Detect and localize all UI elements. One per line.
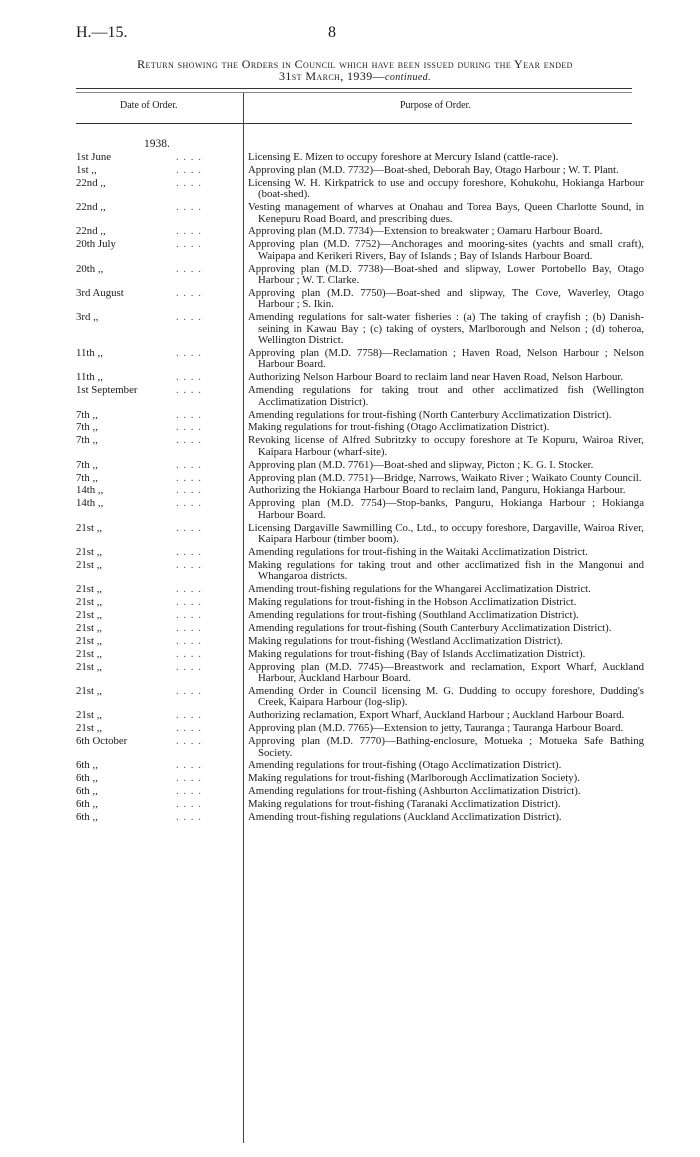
order-date: 21st ,,	[76, 621, 103, 634]
table-row	[76, 238, 644, 262]
leader-dots: . . . .	[176, 647, 202, 660]
order-purpose: Amending trout-fishing regulations for the Whangarei Acclimatization District.	[248, 583, 591, 596]
table-row	[76, 636, 636, 647]
order-date: 22nd ,,	[76, 201, 106, 214]
column-header-purpose: Purpose of Order.	[400, 100, 471, 111]
table-row	[76, 152, 636, 163]
leader-dots: . . . .	[176, 660, 202, 673]
leader-dots: . . . .	[176, 421, 202, 434]
leader-dots: . . . .	[176, 262, 202, 275]
order-date: 1st ,,	[76, 163, 97, 176]
order-date: 21st ,,	[76, 634, 103, 647]
order-purpose: Approving plan (M.D. 7750)—Boat-shed and slipway, The Cove, Waverley, Otago Harbour ; S. Ikin.	[248, 286, 644, 311]
table-row	[76, 262, 644, 287]
order-purpose: Revoking license of Alfred Subritzky to occupy foreshore at Te Kopuru, Wairoa River, Kaipara Harbour (wharf-site).	[248, 434, 644, 458]
page-number: 8	[328, 24, 336, 41]
page-header	[76, 24, 640, 46]
order-purpose: Authorizing Nelson Harbour Board to reclaim land near Haven Road, Nelson Harbour.	[248, 371, 624, 384]
title-line-1: Return showing the Orders in Council which have been issued during the Year ended	[137, 57, 573, 71]
table-row	[76, 497, 644, 521]
table-row	[76, 201, 644, 225]
order-date: 1st June	[76, 151, 112, 163]
order-purpose: Licensing W. H. Kirkpatrick to use and occupy foreshore, Kohukohu, Hokianga Harbour (boat-shed).	[248, 176, 644, 201]
order-date: 11th ,,	[76, 347, 103, 359]
leader-dots: . . . .	[176, 521, 202, 534]
order-date: 7th ,,	[76, 421, 98, 434]
leader-dots: . . . .	[176, 811, 202, 824]
order-date: 1st September	[76, 384, 138, 397]
leader-dots: . . . .	[176, 471, 202, 484]
top-rule	[76, 88, 632, 89]
order-date: 14th ,,	[76, 497, 104, 510]
order-date: 21st ,,	[76, 709, 103, 722]
order-date: 20th ,,	[76, 262, 104, 275]
leader-dots: . . . .	[176, 684, 202, 697]
leader-dots: . . . .	[176, 621, 202, 634]
order-date: 7th ,,	[76, 434, 98, 447]
leader-dots: . . . .	[176, 546, 202, 558]
order-purpose: Licensing Dargaville Sawmilling Co., Ltd., to occupy foreshore, Dargaville, Wairoa River, Kaipara Harbour (timber boom).	[248, 521, 644, 546]
order-purpose: Approving plan (M.D. 7738)—Boat-shed and slipway, Lower Portobello Bay, Otago Harbour ; W. T. Clarke.	[248, 262, 644, 287]
document-code: H.—15.	[76, 24, 128, 41]
order-date: 22nd ,,	[76, 176, 106, 189]
order-purpose: Approving plan (M.D. 7761)—Boat-shed and slipway, Picton ; K. G. I. Stocker.	[248, 458, 594, 471]
order-date: 7th ,,	[76, 458, 98, 471]
leader-dots: . . . .	[176, 722, 202, 735]
leader-dots: . . . .	[176, 384, 202, 397]
order-purpose: Authorizing reclamation, Export Wharf, Auckland Harbour ; Auckland Harbour Board.	[248, 709, 625, 722]
order-purpose: Approving plan (M.D. 7732)—Boat-shed, Deborah Bay, Otago Harbour ; W. T. Plant.	[248, 163, 619, 176]
order-purpose: Amending regulations for taking trout and other acclimatized fish (Wellington Acclimatization District).	[248, 384, 644, 408]
order-purpose: Approving plan (M.D. 7758)—Reclamation ; Haven Road, Nelson Harbour ; Nelson Harbour Board.	[248, 347, 644, 371]
table-row	[76, 286, 644, 311]
title-line-2	[60, 70, 650, 84]
leader-dots: . . . .	[176, 151, 202, 163]
table-row	[76, 176, 644, 201]
order-date: 7th ,,	[76, 471, 98, 484]
table-row	[76, 434, 644, 458]
order-purpose: Making regulations for trout-fishing (Westland Acclimatization District).	[248, 634, 563, 647]
leader-dots: . . . .	[176, 735, 202, 748]
leader-dots: . . . .	[176, 458, 202, 471]
order-purpose: Amending regulations for salt-water fisheries : (a) The taking of crayfish ; (b) Danish-seining in Kawau Bay ; (c) taking of oysters, Marlborough and Nelson ; (d) toheroa, Wellington District.	[248, 311, 644, 347]
table-row	[76, 460, 636, 471]
leader-dots: . . . .	[176, 583, 202, 596]
leader-dots: . . . .	[176, 408, 202, 421]
leader-dots: . . . .	[176, 709, 202, 722]
table-title	[60, 58, 650, 84]
header-rule	[76, 123, 632, 124]
order-date: 21st ,,	[76, 546, 103, 558]
table-row	[76, 422, 636, 433]
orders-table	[76, 151, 644, 825]
top-rule-double	[76, 92, 632, 93]
order-date: 3rd August	[76, 286, 124, 299]
order-date: 21st ,,	[76, 722, 103, 735]
leader-dots: . . . .	[176, 785, 202, 798]
table-row	[76, 165, 636, 176]
table-row	[76, 311, 644, 347]
table-row	[76, 226, 636, 237]
table-row	[76, 649, 636, 660]
table-row	[76, 471, 642, 484]
table-row	[76, 786, 636, 797]
table-row	[76, 347, 644, 371]
leader-dots: . . . .	[176, 286, 202, 299]
table-row	[76, 610, 636, 621]
leader-dots: . . . .	[176, 311, 202, 324]
order-date: 21st ,,	[76, 521, 103, 534]
order-purpose: Making regulations for trout-fishing (Marlborough Acclimatization Society).	[248, 772, 580, 785]
leader-dots: . . . .	[176, 371, 202, 384]
order-date: 21st ,,	[76, 609, 103, 622]
order-date: 21st ,,	[76, 647, 103, 660]
leader-dots: . . . .	[176, 634, 202, 647]
order-purpose: Approving plan (M.D. 7734)—Extension to breakwater ; Oamaru Harbour Board.	[248, 225, 603, 238]
leader-dots: . . . .	[176, 484, 202, 497]
leader-dots: . . . .	[176, 163, 202, 176]
table-row	[76, 597, 636, 608]
leader-dots: . . . .	[176, 201, 202, 214]
order-date: 21st ,,	[76, 558, 103, 571]
order-purpose: Amending regulations for trout-fishing (Ashburton Acclimatization District).	[248, 785, 581, 798]
title-continued: continued.	[385, 72, 431, 83]
order-date: 21st ,,	[76, 583, 103, 596]
order-date: 6th ,,	[76, 798, 98, 811]
table-row	[76, 710, 636, 721]
order-date: 6th ,,	[76, 772, 98, 785]
order-purpose: Amending Order in Council licensing M. G. Dudding to occupy foreshore, Dudding's Creek, Kaipara Harbour (log-slip).	[248, 684, 644, 709]
leader-dots: . . . .	[176, 558, 202, 571]
order-purpose: Amending regulations for trout-fishing (North Canterbury Acclimatization District).	[248, 408, 612, 421]
table-row	[76, 521, 644, 546]
order-purpose: Amending trout-fishing regulations (Auckland Acclimatization District).	[248, 811, 562, 824]
order-purpose: Making regulations for trout-fishing (Otago Acclimatization District).	[248, 421, 550, 434]
table-row	[76, 384, 644, 408]
leader-dots: . . . .	[176, 596, 202, 609]
order-purpose: Making regulations for trout-fishing (Bay of Islands Acclimatization District).	[248, 647, 586, 660]
table-row	[76, 660, 644, 685]
year-label: 1938.	[144, 138, 170, 150]
order-purpose: Licensing E. Mizen to occupy foreshore at Mercury Island (cattle-race).	[248, 151, 559, 163]
order-date: 14th ,,	[76, 484, 104, 497]
order-date: 6th ,,	[76, 759, 98, 772]
table-row	[76, 558, 644, 583]
order-purpose: Vesting management of wharves at Onahau and Torea Bays, Queen Charlotte Sound, in Kenepuru Road Board, and prescribing dues.	[248, 201, 644, 225]
leader-dots: . . . .	[176, 225, 202, 238]
order-purpose: Approving plan (M.D. 7745)—Breastwork and reclamation, Export Wharf, Auckland Harbour, Auckland Harbour Board.	[248, 660, 644, 685]
column-header-date: Date of Order.	[120, 100, 178, 111]
leader-dots: . . . .	[176, 759, 202, 772]
order-purpose: Making regulations for trout-fishing (Taranaki Acclimatization District).	[248, 798, 561, 811]
order-date: 6th October	[76, 735, 128, 748]
order-purpose: Approving plan (M.D. 7751)—Bridge, Narrows, Waikato River ; Waikato County Council.	[248, 471, 642, 484]
order-purpose: Authorizing the Hokianga Harbour Board to reclaim land, Panguru, Hokianga Harbour.	[248, 484, 626, 497]
table-row	[76, 410, 636, 421]
leader-dots: . . . .	[176, 497, 202, 510]
table-row	[76, 812, 636, 823]
order-purpose: Approving plan (M.D. 7752)—Anchorages and mooring-sites (yachts and small craft), Waipapa and Kerikeri Rivers, Bay of Islands ; Bay of Islands Harbour Board.	[248, 238, 644, 262]
order-date: 22nd ,,	[76, 225, 106, 238]
order-purpose: Amending regulations for trout-fishing (Otago Acclimatization District).	[248, 759, 562, 772]
leader-dots: . . . .	[176, 238, 202, 251]
table-row	[76, 372, 636, 383]
table-row	[76, 623, 636, 634]
leader-dots: . . . .	[176, 609, 202, 622]
order-date: 3rd ,,	[76, 311, 99, 324]
order-date: 20th July	[76, 238, 116, 251]
leader-dots: . . . .	[176, 434, 202, 447]
order-purpose: Approving plan (M.D. 7754)—Stop-banks, Panguru, Hokianga Harbour ; Hokianga Harbour Board.	[248, 497, 644, 521]
table-row	[76, 547, 636, 558]
leader-dots: . . . .	[176, 798, 202, 811]
leader-dots: . . . .	[176, 772, 202, 785]
table-row	[76, 773, 636, 784]
table-row	[76, 735, 644, 759]
order-date: 11th ,,	[76, 371, 103, 384]
leader-dots: . . . .	[176, 347, 202, 359]
order-date: 7th ,,	[76, 408, 98, 421]
order-date: 21st ,,	[76, 684, 103, 697]
table-row	[76, 760, 636, 771]
table-row	[76, 723, 636, 734]
order-purpose: Making regulations for trout-fishing in the Hobson Acclimatization District.	[248, 596, 577, 609]
table-row	[76, 799, 636, 810]
order-date: 6th ,,	[76, 785, 98, 798]
order-purpose: Approving plan (M.D. 7765)—Extension to jetty, Tauranga ; Tauranga Harbour Board.	[248, 722, 624, 735]
order-purpose: Amending regulations for trout-fishing (South Canterbury Acclimatization District).	[248, 621, 612, 634]
title-line-2-main: 31st March, 1939—	[279, 69, 386, 83]
order-date: 21st ,,	[76, 660, 103, 673]
leader-dots: . . . .	[176, 176, 202, 189]
order-purpose: Approving plan (M.D. 7770)—Bathing-enclosure, Motueka ; Motueka Safe Bathing Society.	[248, 735, 644, 759]
table-row	[76, 584, 636, 595]
order-purpose: Amending regulations for trout-fishing (Southland Acclimatization District).	[248, 609, 579, 622]
order-purpose: Making regulations for taking trout and other acclimatized fish in the Mangonui and Whangaroa districts.	[248, 558, 644, 583]
order-date: 6th ,,	[76, 811, 98, 824]
order-date: 21st ,,	[76, 596, 103, 609]
table-row	[76, 684, 644, 709]
order-purpose: Amending regulations for trout-fishing in the Waitaki Acclimatization District.	[248, 546, 588, 558]
table-row	[76, 485, 636, 496]
